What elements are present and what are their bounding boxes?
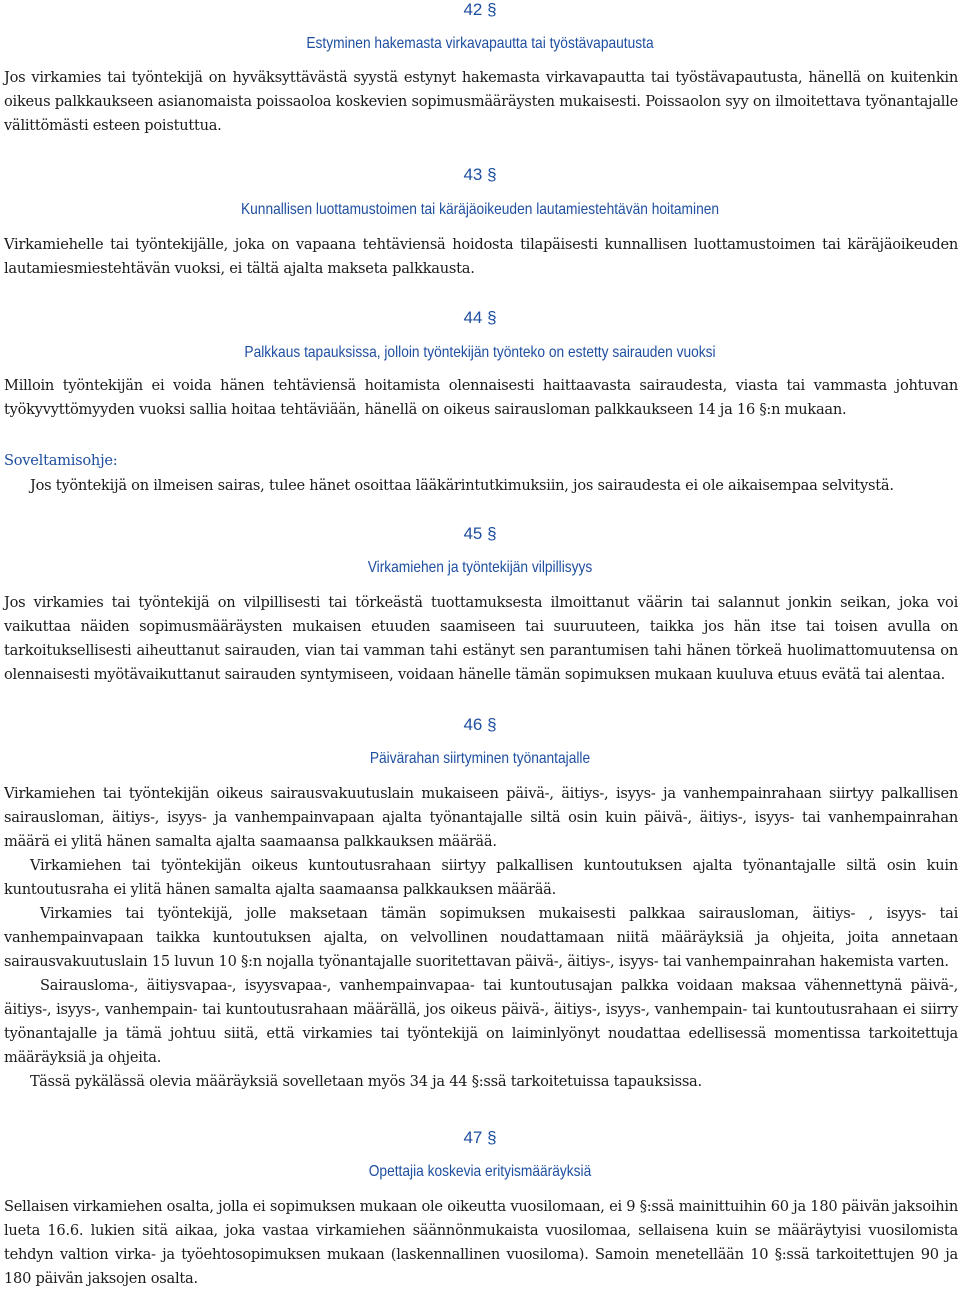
paragraph: Virkamies tai työntekijä, jolle maksetaan tämän sopimuksen mukaisesti palkkaa sairausloman, äitiys- , isyys- tai vanhempainvapaan taikka kuntoutuksen ajalta, on velvollinen noudattamaan niitä määräyksiä ja ohjeita, joita annetaan sairausvakuutuslain 15 luvun 10 §:n nojalla työnantajalle suoritettavan päivä-, äitiys-, isyys- tai vanhempainrahan hakemista varten.	[4, 905, 958, 970]
paragraph: Tässä pykälässä olevia määräyksiä sovelletaan myös 34 ja 44 §:ssä tarkoitetuissa tapauksissa.	[30, 1073, 702, 1090]
paragraph: Jos virkamies tai työntekijä on hyväksyttävästä syystä estynyt hakemasta virkavapautta tai työstävapautusta, hänellä on kuitenkin oikeus palkkaukseen asianomaista poissaoloa koskevien sopimusmääräysten mukaisesti. Poissaolon syy on ilmoitettava työnantajalle välittömästi esteen poistuttua.	[4, 69, 958, 134]
paragraph: Virkamiehelle tai työntekijälle, joka on vapaana tehtäviensä hoidosta tilapäisesti kunnallisen luottamustoimen tai käräjäoikeuden lautamiesmiestehtävän vuoksi, ei tältä ajalta makseta palkkausta.	[4, 236, 958, 277]
paragraph: Jos työntekijä on ilmeisen sairas, tulee hänet osoittaa lääkärintutkimuksiin, jos sairaudesta ei ole aikaisempaa selvitystä.	[30, 477, 894, 494]
section-46-body	[4, 782, 958, 1094]
section-45-number: 45 §	[463, 524, 497, 543]
section-42-number: 42 §	[463, 0, 497, 19]
section-44-body	[4, 374, 958, 422]
section-43-number: 43 §	[463, 165, 497, 184]
section-47-body	[4, 1195, 958, 1291]
section-44-number: 44 §	[463, 308, 497, 327]
section-45-title: Virkamiehen ja työntekijän vilpillisyys	[367, 559, 593, 576]
paragraph: Jos virkamies tai työntekijä on vilpillisesti tai törkeästä tuottamuksesta ilmoittanut väärin tai salannut jonkin seikan, joka voi vaikuttaa näiden sopimusmääräysten mukaisen etuuden saamiseen tai suuruuteen, taikka jos hän itse tai toisen avulla on tarkoituksellisesti aiheuttanut sairauden, vian tai vamman tahi estänyt sen parantumisen tahi hänen törkeä huolimattomuutensa on olennaisesti myötävaikuttanut sairauden syntymiseen, voidaan hänelle tämän sopimuksen mukaan kuuluva etuus evätä tai alentaa.	[4, 594, 958, 683]
guidance-label: Soveltamisohje:	[4, 452, 118, 469]
paragraph: Milloin työntekijän ei voida hänen tehtäviensä hoitamista olennaisesti haittaavasta sairaudesta, viasta tai vammasta johtuvan työkyvyttömyyden vuoksi sallia hoitaa tehtäviään, hänellä on oikeus sairausloman palkkaukseen 14 ja 16 §:n mukaan.	[4, 377, 958, 418]
section-43-body	[4, 233, 958, 281]
guidance-text	[30, 474, 958, 498]
section-46-title: Päivärahan siirtyminen työnantajalle	[369, 750, 591, 767]
section-43-title: Kunnallisen luottamustoimen tai käräjäoikeuden lautamiestehtävän hoitaminen	[240, 201, 720, 218]
section-45-body	[4, 591, 958, 687]
section-42-body	[4, 66, 958, 138]
section-47-title: Opettajia koskevia erityismääräyksiä	[368, 1163, 592, 1180]
paragraph: Virkamiehen tai työntekijän oikeus kuntoutusrahaan siirtyy palkallisen kuntoutuksen ajalta työnantajalle siltä osin kuin kuntoutusraha ei ylitä hänen samalta ajalta saamaansa palkkauksen määrää.	[4, 857, 958, 898]
section-44-title: Palkkaus tapauksissa, jolloin työntekijän työnteko on estetty sairauden vuoksi	[244, 344, 716, 361]
paragraph: Sairausloma-, äitiysvapaa-, isyysvapaa-, vanhempainvapaa- tai kuntoutusajan palkka voidaan maksaa vähennettynä päivä-, äitiys-, isyys-, vanhempain- tai kuntoutusrahaan määrällä, jos oikeus päivä-, äitiys-, isyys-, vanhempain- tai kuntoutusrahaan ei siirry työnantajalle ja tämä johtuu siitä, että virkamies tai työntekijä on laiminlyönyt noudattaa edellisessä momentissa tarkoitettuja määräyksiä ja ohjeita.	[4, 977, 958, 1066]
section-47-number: 47 §	[463, 1128, 497, 1147]
paragraph: Virkamiehen tai työntekijän oikeus sairausvakuutuslain mukaiseen päivä-, äitiys-, isyys- ja vanhempainrahaan siirtyy palkallisen sairausloman, äitiys-, isyys- ja vanhempainvapaan ajalta työnantajalle siltä osin kuin päivä-, äitiys-, isyys- tai vanhempainrahan määrä ei ylitä hänen samalta ajalta saamaansa palkkauksen määrää.	[4, 785, 958, 850]
paragraph: Sellaisen virkamiehen osalta, jolla ei sopimuksen mukaan ole oikeutta vuosilomaan, ei 9 §:ssä mainittuihin 60 ja 180 päivän jaksoihin lueta 16.6. lukien sitä aikaa, joka vastaa virkamiehen säännönmukaista vuosilomaa, sellaisena kuin se määräytyisi vuosilomista tehdyn valtion virka- ja työehtosopimuksen mukaan (laskennallinen vuosiloma). Samoin menetellään 10 §:ssä tarkoitettujen 90 ja 180 päivän jaksojen osalta.	[4, 1198, 958, 1287]
section-46-number: 46 §	[463, 715, 497, 734]
section-42-title: Estyminen hakemasta virkavapautta tai työstävapautusta	[306, 35, 654, 52]
